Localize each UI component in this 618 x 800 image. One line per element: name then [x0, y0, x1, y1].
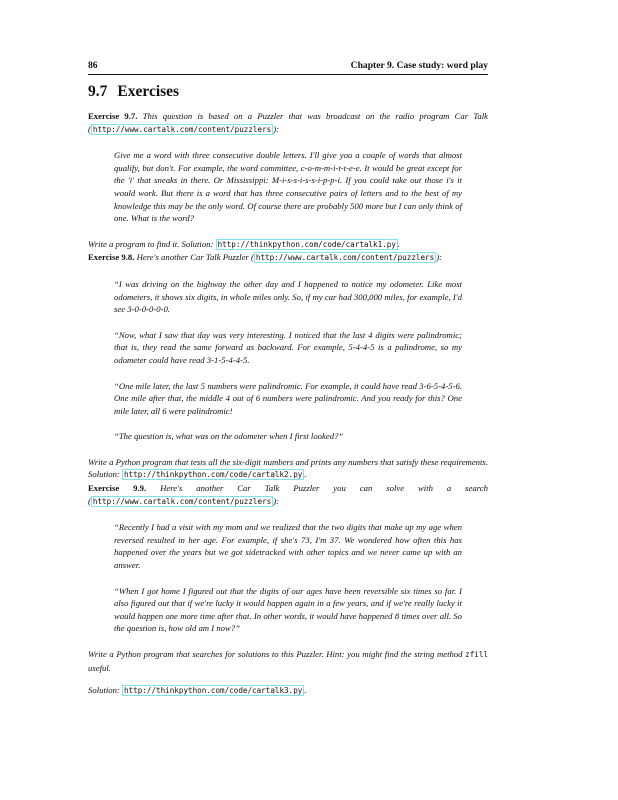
exercise-9-8-quote-4: “The question is, what was on the odometer when I first looked?”	[114, 431, 344, 442]
exercise-label: Exercise 9.7.	[88, 111, 138, 121]
puzzlers-link[interactable]: http://www.cartalk.com/content/puzzlers	[92, 124, 272, 134]
running-header	[88, 60, 488, 74]
exercise-9-7-solution: Write a program to find it. Solution: http://thinkpython.com/code/cartalk1.py .	[88, 238, 401, 249]
puzzlers-link[interactable]: http://www.cartalk.com/content/puzzlers	[92, 496, 272, 506]
exercise-9-9-solution: Solution: http://thinkpython.com/code/cartalk3.py .	[88, 685, 307, 696]
section-number: 9.7	[88, 83, 108, 100]
section-heading	[88, 83, 179, 101]
exercise-label: Exercise 9.9.	[88, 483, 147, 494]
exercise-9-9-task: Write a Python program that searches for solutions to this Puzzler. Hint: you might find the string method zfill useful.	[88, 649, 488, 673]
cartalk2-link[interactable]: http://thinkpython.com/code/cartalk2.py	[124, 470, 303, 480]
exercise-9-9-intro: Exercise 9.9. Here's another Car Talk Puzzler you can solve with a search ( http://www.cartalk.com/content/puzzlers ):	[88, 483, 489, 506]
code-zfill: zfill	[465, 650, 488, 659]
cartalk3-link[interactable]: http://thinkpython.com/code/cartalk3.py	[124, 686, 303, 696]
puzzlers-link[interactable]: http://www.cartalk.com/content/puzzlers	[255, 253, 435, 263]
exercise-9-8-intro: Exercise 9.8. Here's another Car Talk Puzzler ( http://www.cartalk.com/content/puzzlers ):	[88, 252, 442, 263]
chapter-title: Chapter 9. Case study: word play	[350, 60, 488, 71]
exercise-9-9-quote-1: “Recently I had a visit with my mom and we realized that the two digits that make up my age when reversed resulted in her age. For example, if she's 73, I'm 37. We wondered how often this has happened over the years but we got sidetracked with other topics and we never came up with an answer.	[114, 522, 462, 571]
exercise-9-7-intro: Exercise 9.7. This question is based on a Puzzler that was broadcast on the radio program Car Talk ( http://www.cartalk.com/content/puzzlers ):	[88, 111, 489, 134]
exercise-9-7-quote: Give me a word with three consecutive double letters. I'll give you a couple of words that almost qualify, but don't. For example, the word committee, c-o-m-m-i-t-t-e-e. It would be great except for the 'i' that sneaks in there. Or Mississippi: M-i-s-s-i-s-s-i-p-p-i. If you could take out those i's it would work. But there is a word that has three consecutive pairs of letters and to the best of my knowledge this may be the only word. Of course there are probably 500 more but I can only think of one. What is the word?	[114, 150, 462, 224]
page-body	[88, 110, 488, 698]
page-number: 86	[88, 60, 98, 71]
exercise-label: Exercise 9.8.	[88, 252, 135, 263]
exercise-9-9-quote-2: “When I got home I figured out that the digits of our ages have been reversible six times so far. I also figured out that if we're lucky it would happen again in a few years, and if we're really lucky it would happen one more time after that. In other words, it would have happened 8 times over all. So the question is, how old am I now?”	[114, 585, 462, 634]
header-rule	[88, 74, 488, 75]
exercise-9-8-quote-3: “One mile later, the last 5 numbers were palindromic. For example, it could have read 3-6-5-4-5-6. One mile after that, the middle 4 out of 6 numbers were palindromic. And you ready for this? One mile later, all 6 were palindromic!	[114, 380, 462, 416]
cartalk1-link[interactable]: http://thinkpython.com/code/cartalk1.py	[217, 239, 396, 249]
section-title: Exercises	[117, 83, 180, 100]
exercise-9-8-quote-2: “Now, what I saw that day was very interesting. I noticed that the last 4 digits were palindromic; that is, they read the same forward as backward. For example, 5-4-4-5 is a palindrome, so my odometer could have read 3-1-5-4-4-5.	[114, 329, 462, 365]
exercise-9-8-quote-1: “I was driving on the highway the other day and I happened to notice my odometer. Like most odometers, it shows six digits, in whole miles only. So, if my car had 300,000 miles, for example, I'd see 3-0-0-0-0-0.	[114, 278, 462, 315]
exercise-9-8-task: Write a Python program that tests all the six-digit numbers and prints any numbers that satisfy these requirements. Solution: http://thinkpython.com/code/cartalk2.py .	[88, 456, 488, 480]
